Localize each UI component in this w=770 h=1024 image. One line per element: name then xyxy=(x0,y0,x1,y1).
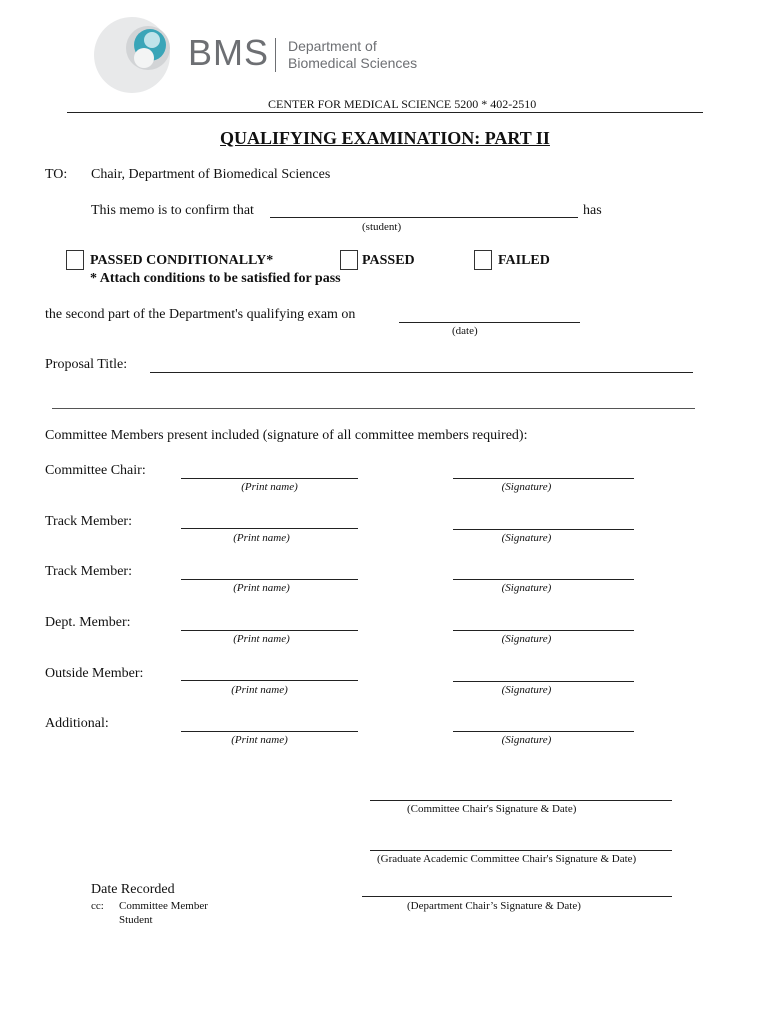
memo-has: has xyxy=(583,203,602,218)
passed-conditionally-checkbox[interactable] xyxy=(66,250,84,270)
signature-caption: (Signature) xyxy=(501,481,552,493)
member-label: Committee Chair: xyxy=(45,463,146,478)
signature-caption: (Signature) xyxy=(501,582,552,594)
logo-dept-line1: Department of xyxy=(288,38,377,54)
member-label: Track Member: xyxy=(45,514,132,529)
cc-student: Student xyxy=(119,914,153,926)
print-name-caption: (Print name) xyxy=(233,582,290,594)
print-name-field[interactable] xyxy=(181,680,358,681)
logo-abbr: BMS xyxy=(188,32,270,73)
cc-label: cc: xyxy=(91,900,104,912)
print-name-caption: (Print name) xyxy=(233,633,290,645)
signature-field[interactable] xyxy=(453,630,634,631)
dept-chair-signature-caption: (Department Chair’s Signature & Date) xyxy=(407,900,581,912)
committee-chair-signature-field[interactable] xyxy=(370,800,672,801)
signature-field[interactable] xyxy=(453,681,634,682)
print-name-field[interactable] xyxy=(181,478,358,479)
member-label: Additional: xyxy=(45,716,109,731)
grad-chair-signature-field[interactable] xyxy=(370,850,672,851)
print-name-caption: (Print name) xyxy=(233,532,290,544)
page-title: QUALIFYING EXAMINATION: PART II xyxy=(220,128,550,148)
logo-separator xyxy=(275,38,276,72)
signature-caption: (Signature) xyxy=(501,684,552,696)
student-field[interactable] xyxy=(270,217,578,218)
print-name-caption: (Print name) xyxy=(231,734,288,746)
signature-caption: (Signature) xyxy=(501,734,552,746)
member-label: Outside Member: xyxy=(45,666,144,681)
date-field[interactable] xyxy=(399,322,580,323)
to-label: TO: xyxy=(45,167,68,182)
passed-label: PASSED xyxy=(362,253,415,268)
conditions-note: * Attach conditions to be satisfied for pass xyxy=(90,271,341,286)
dept-chair-signature-field[interactable] xyxy=(362,896,672,897)
committee-chair-signature-caption: (Committee Chair's Signature & Date) xyxy=(407,803,577,815)
print-name-field[interactable] xyxy=(181,579,358,580)
print-name-caption: (Print name) xyxy=(231,684,288,696)
cc-committee-member: Committee Member xyxy=(119,900,208,912)
proposal-label: Proposal Title: xyxy=(45,357,128,372)
signature-field[interactable] xyxy=(453,731,634,732)
student-caption: (student) xyxy=(362,221,402,233)
print-name-caption: (Print name) xyxy=(241,481,298,493)
signature-field[interactable] xyxy=(453,478,634,479)
proposal-title-field[interactable] xyxy=(150,372,693,373)
signature-field[interactable] xyxy=(453,579,634,580)
passed-checkbox[interactable] xyxy=(340,250,358,270)
bms-logo-mark-icon xyxy=(90,10,190,100)
passed-conditionally-label: PASSED CONDITIONALLY* xyxy=(90,253,274,268)
committee-intro: Committee Members present included (signature of all committee members required): xyxy=(45,428,528,443)
memo-text: This memo is to confirm that xyxy=(91,203,254,218)
print-name-field[interactable] xyxy=(181,528,358,529)
grad-chair-signature-caption: (Graduate Academic Committee Chair's Signature & Date) xyxy=(377,853,637,865)
header-contact: CENTER FOR MEDICAL SCIENCE 5200 * 402-2510 xyxy=(268,97,537,111)
header-rule xyxy=(67,112,703,113)
print-name-field[interactable] xyxy=(181,630,358,631)
signature-field[interactable] xyxy=(453,529,634,530)
bms-logo xyxy=(90,10,190,100)
logo-dept-line2: Biomedical Sciences xyxy=(288,55,418,71)
proposal-title-field-2[interactable] xyxy=(52,408,695,409)
date-recorded-label: Date Recorded xyxy=(91,882,175,897)
member-label: Track Member: xyxy=(45,564,132,579)
signature-caption: (Signature) xyxy=(501,532,552,544)
exam-text: the second part of the Department's qualifying exam on xyxy=(45,307,356,322)
to-value: Chair, Department of Biomedical Sciences xyxy=(91,167,331,182)
failed-label: FAILED xyxy=(498,253,550,268)
print-name-field[interactable] xyxy=(181,731,358,732)
failed-checkbox[interactable] xyxy=(474,250,492,270)
date-caption: (date) xyxy=(452,325,478,337)
signature-caption: (Signature) xyxy=(501,633,552,645)
member-label: Dept. Member: xyxy=(45,615,131,630)
